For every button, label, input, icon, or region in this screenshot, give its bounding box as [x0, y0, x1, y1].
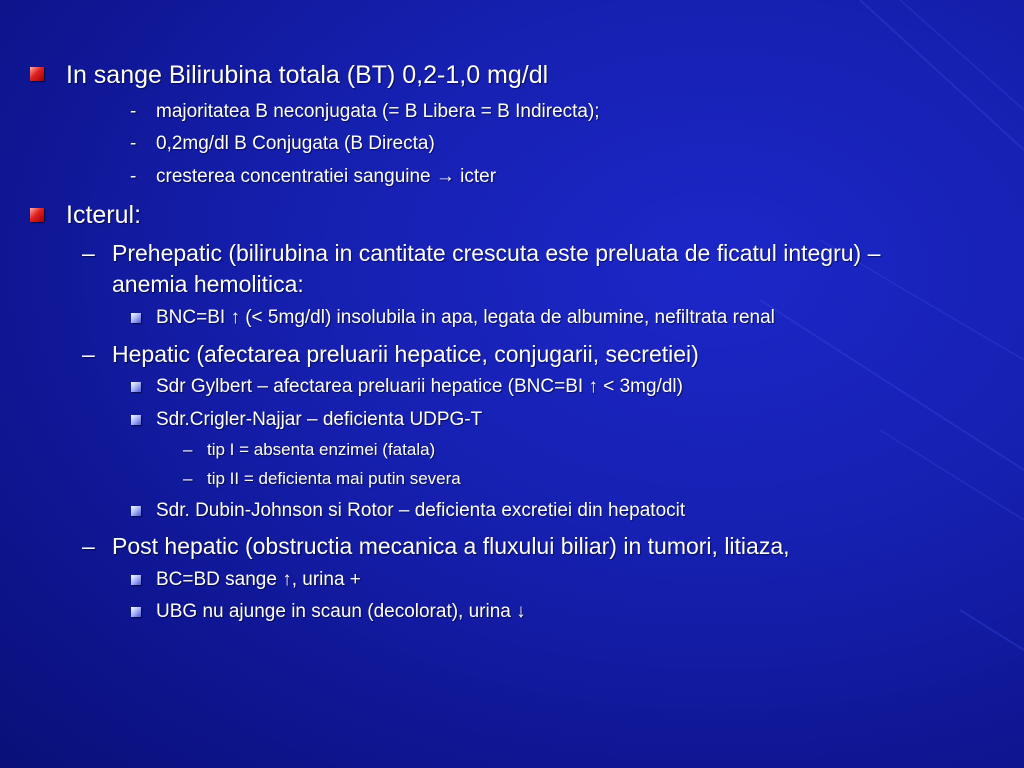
sub-sub-bullet-tip-i: tip I = absenta enzimei (fatala)	[207, 440, 436, 459]
red-square-bullet-icon	[30, 67, 44, 81]
blue-square-bullet-icon	[131, 313, 141, 323]
bullet-prehepatic: Prehepatic (bilirubina in cantitate crescuta este preluata de ficatul integru) –	[112, 240, 881, 266]
blue-square-bullet-icon	[131, 575, 141, 585]
bullet-post-hepatic: Post hepatic (obstructia mecanica a fluxului biliar) in tumori, litiaza,	[112, 533, 790, 559]
dash-bullet: –	[82, 533, 95, 559]
red-square-bullet-icon	[30, 208, 44, 222]
sub-bullet-ubg: UBG nu ajunge in scaun (decolorat), urina ↓	[156, 601, 526, 622]
sub-bullet-bc-bd: BC=BD sange ↑, urina +	[156, 569, 361, 590]
bullet-prehepatic-continuation: anemia hemolitica:	[112, 271, 304, 297]
sub-bullet-crigler-najjar: Sdr.Crigler-Najjar – deficienta UDPG-T	[156, 409, 483, 430]
bullet-bilirubina-totala: In sange Bilirubina totala (BT) 0,2-1,0 mg/dl	[66, 61, 549, 89]
dash-bullet: -	[130, 166, 137, 187]
sub-bullet-icter: cresterea concentratiei sanguine → icter	[156, 166, 497, 187]
dash-bullet: –	[183, 440, 193, 459]
dash-bullet: –	[82, 240, 95, 266]
sub-bullet-dubin-johnson: Sdr. Dubin-Johnson si Rotor – deficienta excretiei din hepatocit	[156, 500, 686, 521]
sub-sub-bullet-tip-ii: tip II = deficienta mai putin severa	[207, 469, 461, 488]
blue-square-bullet-icon	[131, 382, 141, 392]
dash-bullet: -	[130, 133, 137, 154]
dash-bullet: –	[183, 469, 193, 488]
dash-bullet: -	[130, 101, 137, 122]
sub-bullet-gylbert: Sdr Gylbert – afectarea preluarii hepatice (BNC=BI ↑ < 3mg/dl)	[156, 376, 683, 397]
sub-bullet-conjugata: 0,2mg/dl B Conjugata (B Directa)	[156, 133, 435, 154]
sub-bullet-bnc-bi: BNC=BI ↑ (< 5mg/dl) insolubila in apa, legata de albumine, nefiltrata renal	[156, 307, 775, 328]
sub-bullet-neconjugata: majoritatea B neconjugata (= B Libera = B Indirecta);	[156, 101, 600, 122]
blue-square-bullet-icon	[131, 506, 141, 516]
blue-square-bullet-icon	[131, 607, 141, 617]
bullet-hepatic: Hepatic (afectarea preluarii hepatice, conjugarii, secretiei)	[112, 341, 699, 367]
blue-square-bullet-icon	[131, 415, 141, 425]
dash-bullet: –	[82, 341, 95, 367]
bullet-icterul: Icterul:	[66, 201, 142, 229]
